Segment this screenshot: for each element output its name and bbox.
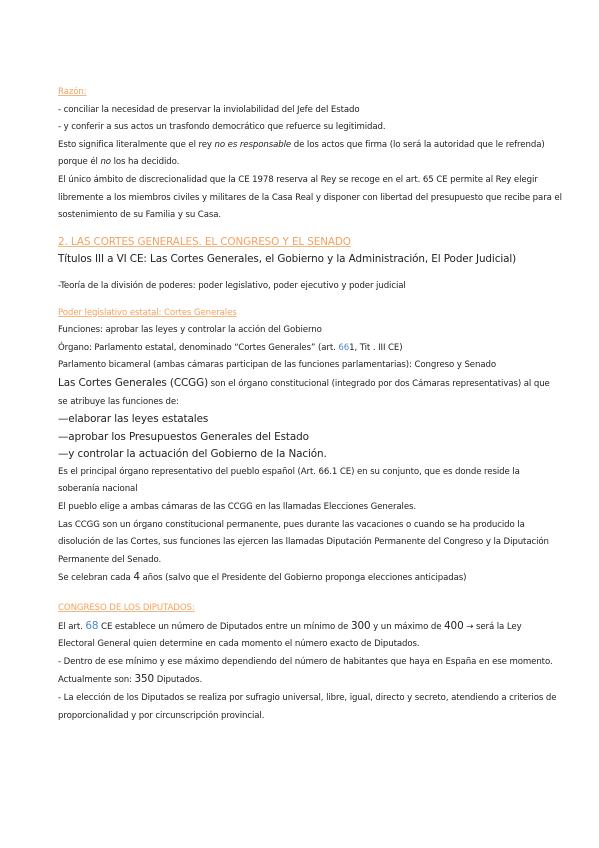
- funcion-3: —y controlar la actuación del Gobierno de la Nación.: [58, 448, 327, 461]
- text: Órgano: Parlamento estatal, denominado “Cortes Generales” (art.: [58, 342, 339, 353]
- text: porque él: [58, 157, 101, 168]
- celebran-line: [58, 569, 546, 588]
- congreso-line-6: proporcionalidad y por circunscripción provincial.: [58, 710, 265, 721]
- congreso-line-5: - La elección de los Diputados se realiza por sufragio universal, libre, igual, directo y secreto, atendiendo a criterios de: [58, 693, 557, 703]
- text: 1, Tit . III CE): [349, 342, 403, 353]
- funcion-1: —elaborar las leyes estatales: [58, 413, 209, 426]
- razon-line-1: - conciliar la necesidad de preservar la inviolabilidad del Jefe del Estado: [58, 104, 360, 115]
- atribuye-line: se atribuye las funciones de:: [58, 396, 179, 407]
- soberania-line: soberanía nacional: [58, 484, 138, 495]
- text: años (salvo que el Presidente del Gobierno proponga elecciones anticipadas): [139, 573, 467, 584]
- document-page: [58, 84, 562, 725]
- funcion-2: —aprobar los Presupuestos Generales del Estado: [58, 430, 309, 443]
- razon-line-7: sostenimiento de su Familia y su Casa.: [58, 210, 222, 221]
- number: 400: [444, 619, 464, 632]
- permanente-line-2: disolución de las Cortes, sus funciones las ejercen las llamadas Diputación Permanente del Congreso y la Diputación: [58, 537, 549, 548]
- razon-line-5: El único ámbito de discrecionalidad que la CE 1978 reserva al Rey se recoge en el art. 65 CE permite al Rey elegir: [58, 174, 538, 185]
- number: 350: [134, 673, 155, 686]
- text: de los actos que firma (lo será la autoridad que le refrenda): [291, 139, 545, 150]
- text: Actualmente son:: [58, 675, 135, 686]
- text: CE establece un número de Diputados entre un mínimo de: [98, 621, 351, 632]
- text: Diputados.: [154, 675, 203, 686]
- cortes-line: [58, 375, 550, 394]
- elecciones-line: El pueblo elige a ambas cámaras de las CCGG en las llamadas Elecciones Generales.: [58, 502, 417, 513]
- legislativo-heading: Poder legislativo estatal: Cortes Generales: [58, 307, 237, 318]
- spacer: [58, 269, 546, 278]
- congreso-line-4: [58, 671, 546, 690]
- permanente-line-3: Permanente del Senado.: [58, 554, 162, 565]
- principal-line: Es el principal órgano representativo del pueblo español (Art. 66.1 CE) en su conjunto, que es donde reside la: [58, 466, 520, 477]
- razon-line-4: [58, 154, 546, 172]
- number: 4: [133, 571, 140, 584]
- parlamento-line: Parlamento bicameral (ambas cámaras participan de las funciones parlamentarias): Congreso y Senado: [58, 360, 497, 371]
- titulos-line: Títulos III a VI CE: Las Cortes Generales, el Gobierno y la Administración, El Poder Judicial): [58, 253, 517, 266]
- text: y un máximo de: [370, 621, 445, 632]
- spacer: [58, 588, 546, 600]
- congreso-line-2: Electoral General quien determine en cada momento el número exacto de Diputados.: [58, 639, 420, 650]
- number: 300: [350, 619, 371, 632]
- cortes-heading: 2. LAS CORTES GENERALES. EL CONGRESO Y EL SENADO: [58, 235, 351, 248]
- text: son el órgano constitucional (integrado por dos Cámaras representativas) al que: [208, 378, 550, 389]
- congreso-line-3: - Dentro de ese mínimo y ese máximo dependiendo del número de habitantes que haya en España en ese momento.: [58, 656, 553, 667]
- article-number: 68: [85, 619, 99, 632]
- text: los ha decidido.: [110, 157, 180, 168]
- text: El art.: [58, 621, 86, 632]
- razon-line-6: libremente a los miembros civiles y militares de la Casa Real y disponer con libertad del presupuesto que recibe para el: [58, 192, 562, 203]
- teoria-line: -Teoría de la división de poderes: poder legislativo, poder ejecutivo y poder judicial: [58, 280, 406, 291]
- razon-line-2: - y conferir a sus actos un trasfondo democrático que refuerce su legitimidad.: [58, 122, 386, 133]
- article-number: 66: [338, 342, 350, 353]
- spacer: [58, 225, 546, 234]
- congreso-heading: CONGRESO DE LOS DIPUTADOS:: [58, 603, 195, 614]
- funciones-line: Funciones: aprobar las leyes y controlar la acción del Gobierno: [58, 325, 322, 336]
- razon-heading: Razón:: [58, 87, 87, 97]
- razon-line-3: [58, 137, 546, 155]
- congreso-line-1: [58, 618, 546, 637]
- text: Las Cortes Generales (CCGG): [58, 376, 209, 389]
- organo-line: [58, 340, 546, 358]
- italic-text: no es responsable: [214, 139, 292, 150]
- text: Se celebran cada: [58, 573, 134, 584]
- permanente-line-1: Las CCGG son un órgano constitucional permanente, pues durante las vacaciones o cuando se ha producido la: [58, 519, 525, 530]
- spacer: [58, 296, 546, 305]
- italic-text: no: [100, 157, 111, 168]
- text: Esto significa literalmente que el rey: [58, 139, 215, 150]
- text: → será la Ley: [463, 621, 522, 632]
